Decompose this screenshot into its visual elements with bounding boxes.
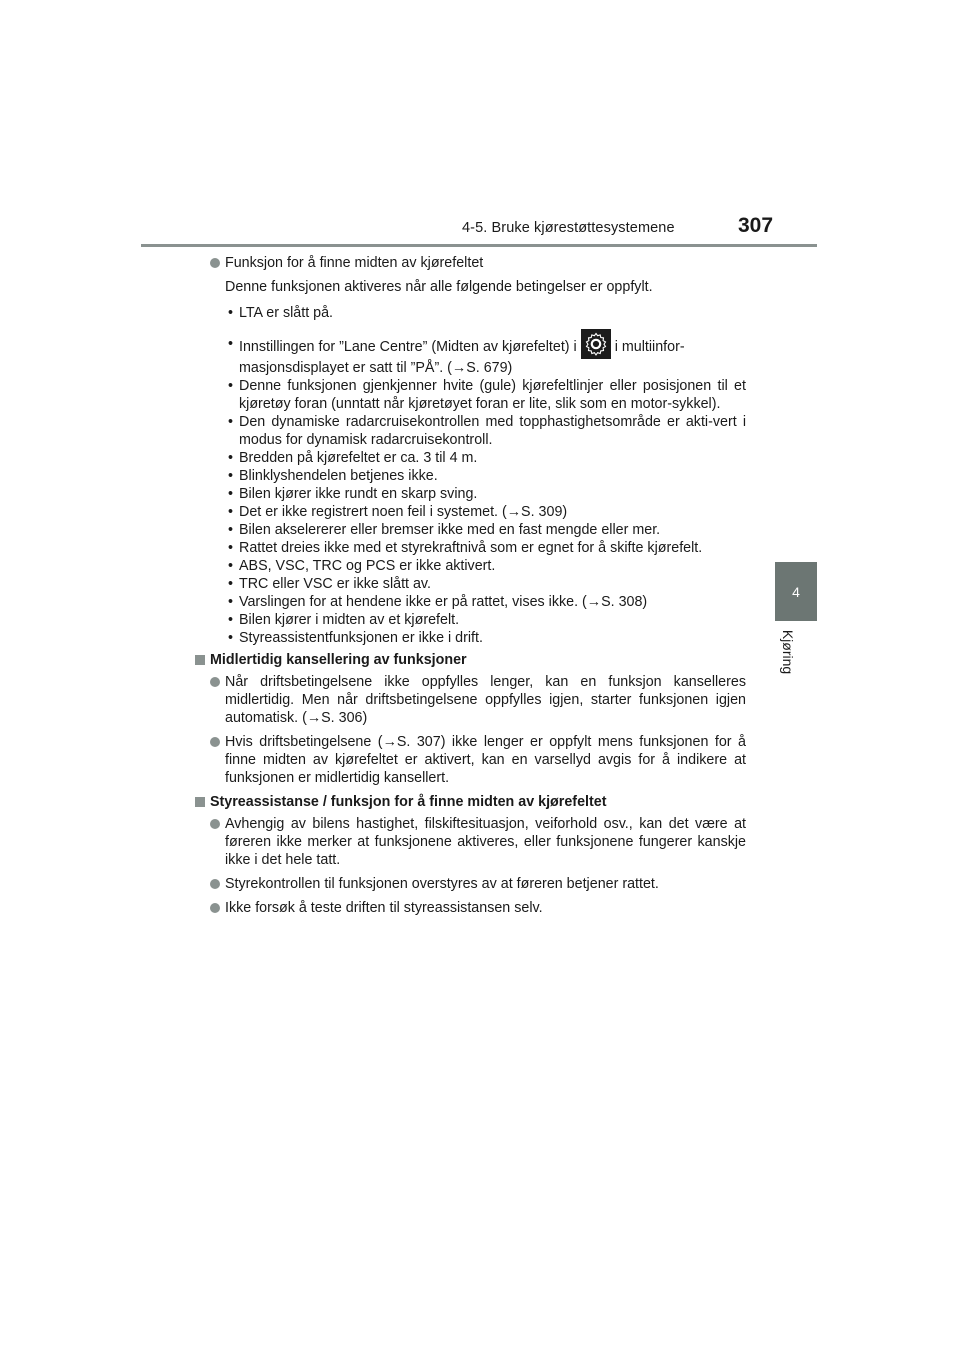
condition-continuation: masjonsdisplayet er satt til ”PÅ”. (→S. 679)	[239, 360, 513, 376]
chapter-number: 4	[792, 583, 800, 600]
chapter-label: Kjøring	[780, 629, 796, 675]
section-bullet: Hvis driftsbetingelsene (→S. 307) ikke lenger er oppfylt mens funksjonen for å finne midten av kjørefeltet er aktivert, kan en varsellyd avgis for å indikere at funksjonen er midlertidig kansellert.	[209, 733, 746, 787]
page-number: 307	[738, 214, 774, 237]
condition-item: • LTA er slått på.	[209, 304, 746, 322]
intro-paragraph: Denne funksjonen aktiveres når alle følgende betingelser er oppfylt.	[225, 279, 653, 295]
bullet-lane-centre-function	[209, 254, 746, 272]
condition-item: • Bredden på kjørefeltet er ca. 3 til 4 m.	[209, 449, 746, 467]
condition-item: • Denne funksjonen gjenkjenner hvite (gule) kjørefeltlinjer eller posisjonen til et kjøretøy foran (unntatt når kjøretøyet foran er lite, slik som en motor-sykkel).	[209, 377, 746, 413]
condition-item: • Rattet dreies ikke med et styrekraftnivå som er egnet for å skifte kjørefelt.	[209, 539, 746, 557]
condition-item: • Varslingen for at hendene ikke er på rattet, vises ikke. (→S. 308)	[209, 593, 746, 611]
section-bullet: Avhengig av bilens hastighet, filskiftesituasjon, veiforhold osv., kan det være at føreren ikke merker at funksjonene aktiveres, eller funksjonene fungerer kanskje ikke i det hele tatt.	[209, 815, 746, 869]
condition-item: • Den dynamiske radarcruisekontrollen med topphastighetsområde er akti-vert i modus for dynamisk radarcruisekontroll.	[209, 413, 746, 449]
condition-item: • TRC eller VSC er ikke slått av.	[209, 575, 746, 593]
condition-item: • Blinklyshendelen betjenes ikke.	[209, 467, 746, 485]
condition-item: • Bilen kjører ikke rundt en skarp sving.	[209, 485, 746, 503]
chapter-tab[interactable]	[775, 562, 817, 621]
bullet-text: Funksjon for å finne midten av kjørefeltet	[225, 255, 484, 271]
condition-text: i multiinfor-	[614, 338, 685, 355]
section-bullet: Ikke forsøk å teste driften til styreassistansen selv.	[209, 899, 746, 917]
condition-text: Innstillingen for ”Lane Centre” (Midten av kjørefeltet) i	[239, 338, 577, 355]
section-bullet: Styrekontrollen til funksjonen overstyres av at føreren betjener rattet.	[209, 875, 746, 893]
condition-item-settings	[209, 335, 746, 359]
section-heading: Styreassistanse / funksjon for å finne midten av kjørefeltet	[195, 793, 746, 811]
gear-icon	[581, 329, 611, 359]
condition-item: • Bilen kjører i midten av et kjørefelt.	[209, 611, 746, 629]
condition-item: • Styreassistentfunksjonen er ikke i drift.	[209, 629, 746, 647]
section-heading: Midlertidig kansellering av funksjoner	[195, 651, 746, 669]
condition-item: • ABS, VSC, TRC og PCS er ikke aktivert.	[209, 557, 746, 575]
page-content	[209, 254, 746, 917]
condition-item: • Det er ikke registrert noen feil i systemet. (→S. 309)	[209, 503, 746, 521]
section-title: 4-5. Bruke kjørestøttesystemene	[462, 220, 675, 236]
header-divider	[141, 244, 817, 247]
section-bullet: Når driftsbetingelsene ikke oppfylles lenger, kan en funksjon kanselleres midlertidig. Men når driftsbetingelsene oppfylles igjen, starter funksjonen igjen automatisk. (→S. 306)	[209, 673, 746, 727]
condition-item: • Bilen akselererer eller bremser ikke med en fast mengde eller mer.	[209, 521, 746, 539]
